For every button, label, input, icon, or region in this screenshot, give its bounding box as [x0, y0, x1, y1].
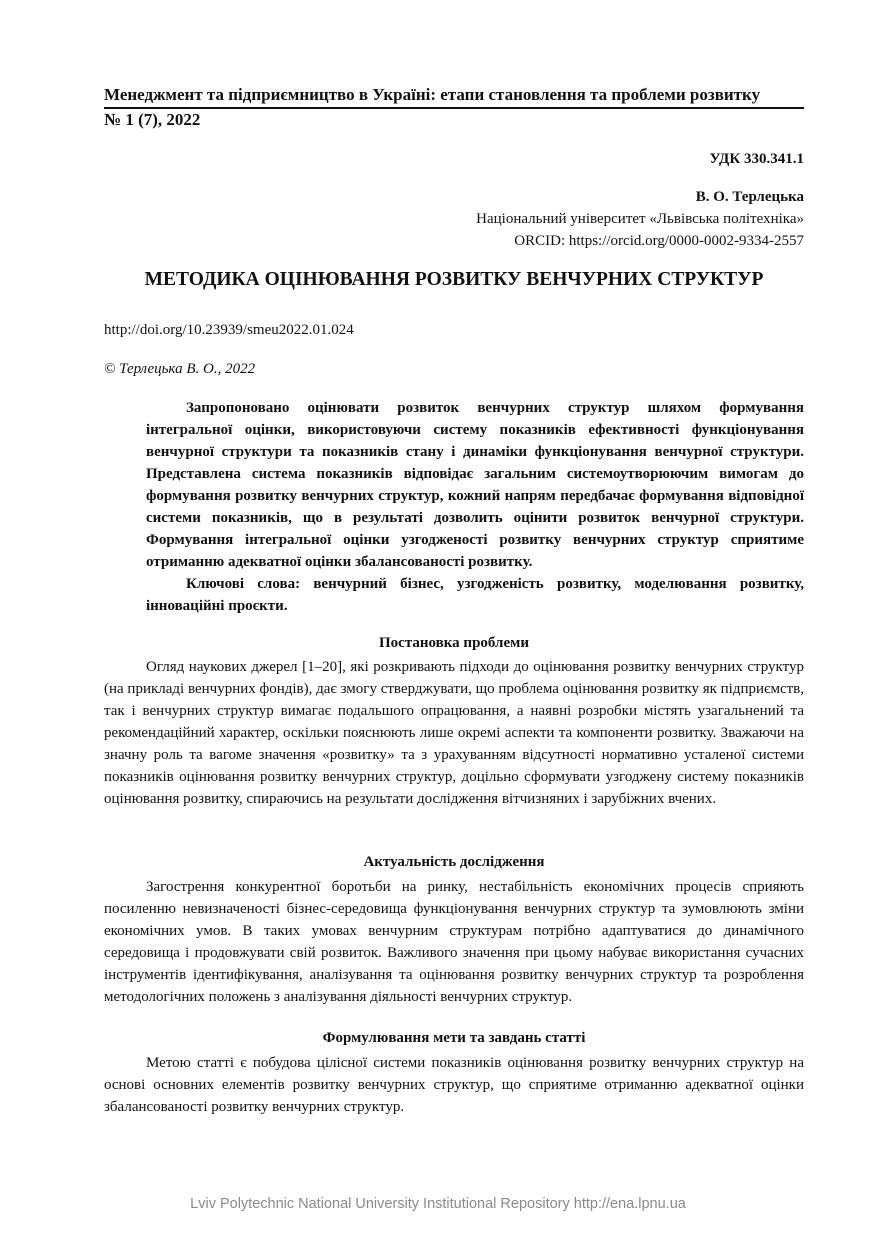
doi-link[interactable]: http://doi.org/10.23939/smeu2022.01.024: [104, 322, 354, 338]
section-heading-problem: Постановка проблеми: [379, 635, 529, 651]
author-orcid: ORCID: https://orcid.org/0000-0002-9334-2557: [514, 233, 804, 249]
section-body-problem: Огляд наукових джерел [1–20], які розкривають підходи до оцінювання розвитку венчурних структур (на прикладі венчурних фондів), дає змогу стверджувати, що проблема оцінювання розвитку як підприємств, так і венчурних структур вимагає подальшого опрацювання, а наявні розробки містять узагальнений та рекомендаційний характер, оскільки пояснюють лише окремі аспекти та компоненти розвитку. Зважаючи на значну роль та вагоме значення «розвитку» та з урахуванням відсутності нормативно усталеної системи показників оцінювання розвитку венчурних структур, доцільно сформувати узгоджену систему показників оцінювання розвитку, спираючись на результати дослідження вітчизняних і зарубіжних вчених.: [104, 659, 805, 807]
author-affiliation: Національний університет «Львівська політехніка»: [476, 211, 804, 227]
abstract: [146, 397, 804, 617]
keywords: Ключові слова: венчурний бізнес, узгодженість розвитку, моделювання розвитку, інноваційні проєкти.: [146, 576, 804, 614]
journal-title: Менеджмент та підприємництво в Україні: етапи становлення та проблеми розвитку: [104, 85, 761, 104]
section-body-relevance: Загострення конкурентної боротьби на ринку, нестабільність економічних процесів сприяють посиленню невизначеності бізнес-середовища функціонування венчурних структур та зумовлюють зміни економічних умов. В таких умовах венчурним структурам потрібно адаптуватися до динамічного середовища і продовжувати свій розвиток. Важливого значення при цьому набуває використання сучасних інструментів ідентифікування, аналізування та оцінювання розвитку венчурних структур та розроблення методологічних положень з аналізування діяльності венчурних структур.: [104, 879, 804, 1005]
section-heading-goals: Формулювання мети та завдань статті: [322, 1030, 586, 1046]
repository-footer: Lviv Polytechnic National University Institutional Repository http://ena.lpnu.ua: [190, 1196, 686, 1212]
issue-number: № 1 (7), 2022: [104, 110, 201, 129]
udc-code: УДК 330.341.1: [709, 151, 804, 167]
author-name: В. О. Терлецька: [695, 189, 804, 205]
abstract-text: Запропоновано оцінювати розвиток венчурних структур шляхом формування інтегральної оцінки, використовуючи систему показників ефективності функціонування венчурної структури та показників стану і динаміки функціонування венчурної структури. Представлена система показників відповідає загальним системоутворюючим вимогам до формування розвитку венчурних структур, кожний напрям передбачає формування відповідної системи показників, що в результаті дозволить оцінити розвиток венчурної структури. Формування інтегральної оцінки узгодженості розвитку венчурних структур сприятиме отриманню адекватної оцінки збалансованості розвитку.: [146, 400, 804, 570]
section-body-goals: Метою статті є побудова цілісної системи показників оцінювання розвитку венчурних структур на основі основних елементів розвитку венчурних структур, що сприятиме отриманню адекватної оцінки збалансованості розвитку венчурних структур.: [104, 1055, 804, 1115]
copyright-notice: © Терлецька В. О., 2022: [104, 361, 256, 377]
article-title: МЕТОДИКА ОЦІНЮВАННЯ РОЗВИТКУ ВЕНЧУРНИХ СТРУКТУР: [144, 269, 764, 290]
header-rule: [104, 107, 804, 109]
section-heading-relevance: Актуальність дослідження: [363, 854, 545, 870]
